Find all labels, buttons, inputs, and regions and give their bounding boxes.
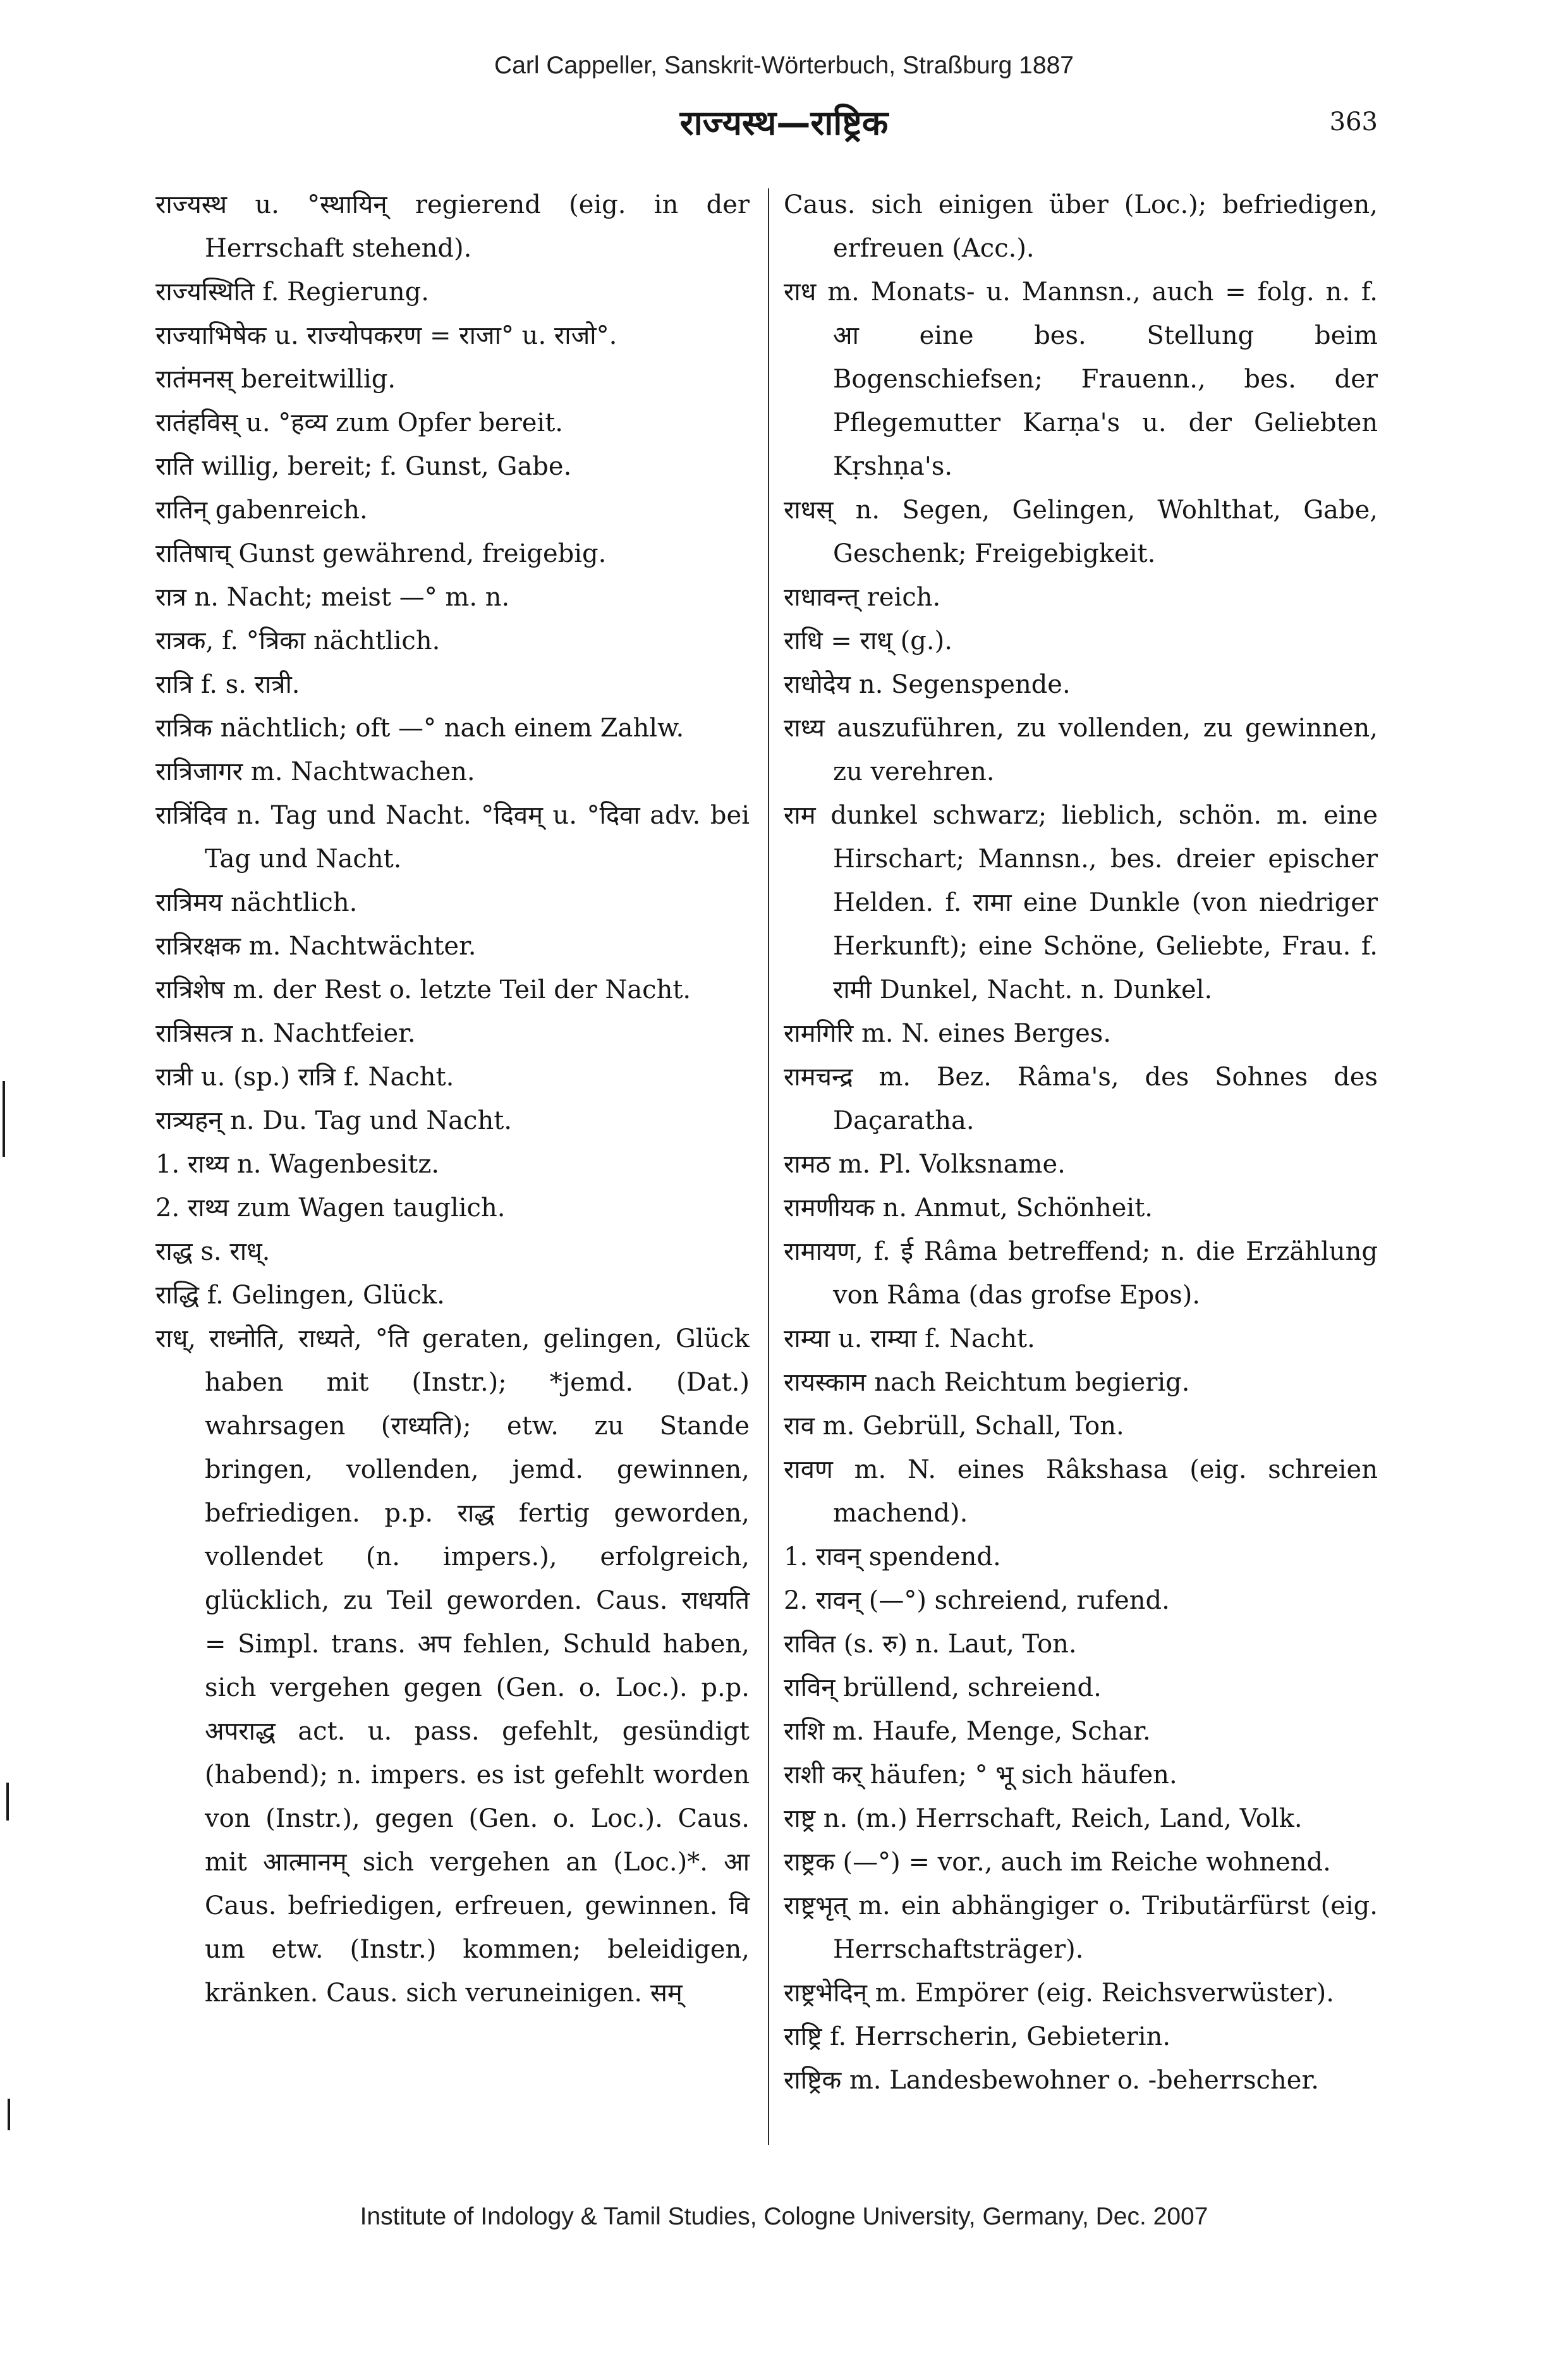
dictionary-entry: रातंहविस् u. °हव्य zum Opfer bereit. [155,408,563,437]
dictionary-entry: रामणीयक n. Anmut, Schönheit. [784,1193,1153,1223]
left-column [155,183,750,2015]
dictionary-entry: राष्ट्र n. (m.) Herrschaft, Reich, Land, Volk. [784,1804,1303,1833]
dictionary-entry: राति willig, bereit; f. Gunst, Gabe. [155,452,572,481]
dictionary-entry: रात्रक, f. °त्रिका nächtlich. [155,626,441,656]
dictionary-entry: रावण m. N. eines Râkshasa (eig. schreien machend). [784,1455,1378,1528]
dictionary-entry: रायस्काम nach Reichtum begierig. [784,1368,1190,1397]
scan-mark [6,1783,9,1821]
dictionary-entry: रात्रिजागर m. Nachtwachen. [155,757,475,786]
source-footer: Institute of Indology & Tamil Studies, Cologne University, Germany, Dec. 2007 [360,2203,1208,2230]
dictionary-entry: 2. रावन् (—°) schreiend, rufend. [784,1586,1170,1615]
dictionary-entry: रातिन् gabenreich. [155,496,368,525]
dictionary-entry: 1. रावन् spendend. [784,1542,1001,1571]
column-divider [768,188,769,2145]
dictionary-entry: रामचन्द्र m. Bez. Râma's, des Sohnes des Daçaratha. [784,1063,1378,1135]
dictionary-entry: राध्, राध्नोति, राध्यते, °ति geraten, gelingen, Glück haben mit (Instr.); *jemd. (Dat.) wahrsagen (राध्यति); etw. zu Stande bringen, vollenden, jemd. gewinnen, befriedigen. p.p. राद्ध fertig geworden, vollendet (n. impers.), erfolgreich, glücklich, zu Teil geworden. Caus. राधयति = Simpl. trans. अप fehlen, Schuld haben, sich vergehen gegen (Gen. o. Loc.). p.p. अपराद्ध act. u. pass. gefehlt, gesündigt (habend); n. impers. es ist gefehlt worden von (Instr.), gegen (Gen. o. Loc.). Caus. mit आत्मानम् sich vergehen an (Loc.)*. आ Caus. befriedigen, erfreuen, gewinnen. वि um etw. (Instr.) kommen; beleidigen, kränken. Caus. sich veruneinigen. सम् [155,1324,750,2008]
dictionary-entry: राधोदेय n. Segenspende. [784,670,1071,699]
dictionary-entry: रामठ m. Pl. Volksname. [784,1150,1066,1179]
scan-mark [8,2099,10,2130]
dictionary-entry: रामायण, f. ई Râma betreffend; n. die Erzählung von Râma (das grofse Epos). [784,1237,1378,1310]
dictionary-entry: रात्रिसत्त्र n. Nachtfeier. [155,1019,416,1048]
dictionary-entry: राज्यस्थ u. °स्थायिन् regierend (eig. in der Herrschaft stehend). [155,190,750,263]
dictionary-entry: राधस् n. Segen, Gelingen, Wohlthat, Gabe, Geschenk; Freigebigkeit. [784,496,1378,568]
dictionary-entry: राष्ट्रिक m. Landesbewohner o. -beherrscher. [784,2066,1319,2095]
right-column [784,183,1378,2102]
dictionary-entry: राष्ट्रभेदिन् m. Empörer (eig. Reichsverwüster). [784,1979,1335,2008]
page-number: 363 [1329,107,1378,137]
running-head: राज्यस्थ—राष्ट्रिक [679,103,889,143]
dictionary-entry: राव m. Gebrüll, Schall, Ton. [784,1412,1124,1441]
dictionary-entry: Caus. sich einigen über (Loc.); befriedigen, erfreuen (Acc.). [784,190,1378,263]
dictionary-entry: राध m. Monats- u. Mannsn., auch = folg. n. f. आ eine bes. Stellung beim Bogenschiefsen; Frauenn., bes. der Pflegemutter Karṇa's u. der Geliebten Kṛshṇa's. [784,278,1378,481]
dictionary-entry: राद्ध s. राध्. [155,1237,270,1266]
dictionary-entry: राज्याभिषेक u. राज्योपकरण = राजा° u. राजो°. [155,321,617,350]
dictionary-entry: रात्रिंदिव n. Tag und Nacht. °दिवम् u. °दिवा adv. bei Tag und Nacht. [155,801,750,874]
dictionary-entry: रावित (s. रु) n. Laut, Ton. [784,1630,1077,1659]
dictionary-entry: 2. राथ्य zum Wagen tauglich. [155,1193,506,1223]
dictionary-entry: राधि = राध् (g.). [784,626,952,656]
dictionary-entry: राष्ट्रभृत् m. ein abhängiger o. Tributärfürst (eig. Herrschaftsträger). [784,1891,1378,1964]
dictionary-entry: रात्रिक nächtlich; oft —° nach einem Zahlw. [155,714,684,743]
dictionary-entry: रात्रिरक्षक m. Nachtwächter. [155,932,477,961]
dictionary-entry: राद्धि f. Gelingen, Glück. [155,1281,445,1310]
dictionary-entry: राष्ट्रक (—°) = vor., auch im Reiche wohnend. [784,1848,1331,1877]
dictionary-entry: रात्रि f. s. रात्री. [155,670,300,699]
dictionary-entry: राम dunkel schwarz; lieblich, schön. m. eine Hirschart; Mannsn., bes. dreier epischer Helden. f. रामा eine Dunkle (von niedriger Herkunft); eine Schöne, Geliebte, Frau. f. रामी Dunkel, Nacht. n. Dunkel. [784,801,1378,1004]
dictionary-entry: रात्रिशेष m. der Rest o. letzte Teil der Nacht. [155,975,691,1004]
dictionary-entry: राध्य auszuführen, zu vollenden, zu gewinnen, zu verehren. [784,714,1378,786]
dictionary-entry: रात्रिमय nächtlich. [155,888,358,917]
dictionary-entry: रात्र्यहन् n. Du. Tag und Nacht. [155,1106,512,1135]
dictionary-entry: राम्या u. राम्या f. Nacht. [784,1324,1035,1353]
dictionary-entry: राज्यस्थिति f. Regierung. [155,278,429,307]
dictionary-entry: राशी कर् häufen; ° भू sich häufen. [784,1760,1177,1790]
scan-mark [3,1081,5,1157]
dictionary-entry: राशि m. Haufe, Menge, Schar. [784,1717,1151,1746]
dictionary-entry: रातंमनस् bereitwillig. [155,365,396,394]
dictionary-entry: रात्र n. Nacht; meist —° m. n. [155,583,510,612]
dictionary-entry: राविन् brüllend, schreiend. [784,1673,1102,1702]
dictionary-entry: रात्री u. (sp.) रात्रि f. Nacht. [155,1063,454,1092]
source-header: Carl Cappeller, Sanskrit-Wörterbuch, Straßburg 1887 [494,52,1074,79]
dictionary-entry: रातिषाच् Gunst gewährend, freigebig. [155,539,607,568]
dictionary-entry: राष्ट्रि f. Herrscherin, Gebieterin. [784,2022,1171,2051]
dictionary-entry: राधावन्त् reich. [784,583,941,612]
dictionary-entry: 1. राथ्य n. Wagenbesitz. [155,1150,440,1179]
dictionary-entry: रामगिरि m. N. eines Berges. [784,1019,1112,1048]
